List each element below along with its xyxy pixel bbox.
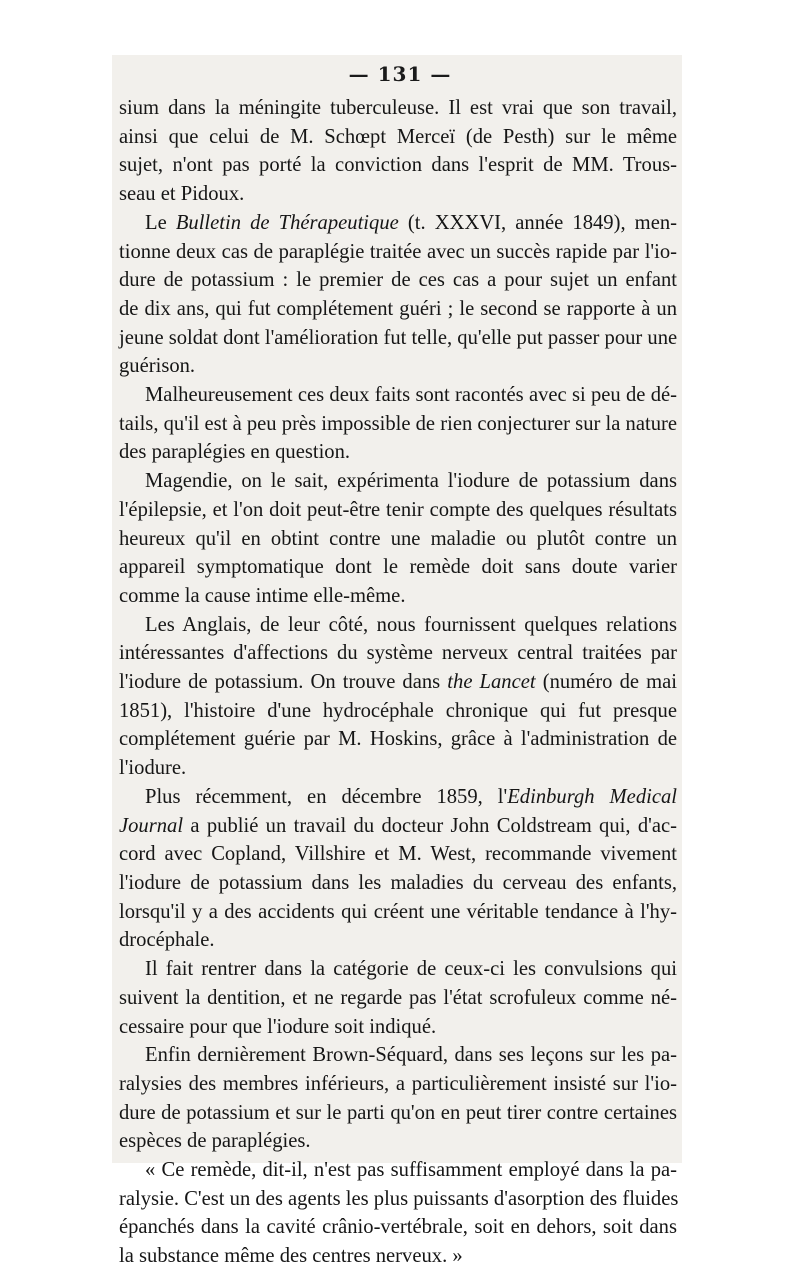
text-line: sujet, n'ont pas porté la conviction dans l'esprit de MM. Trous- xyxy=(119,154,677,177)
text-line: espèces de paraplégies. xyxy=(119,1130,311,1153)
text-line: tionne deux cas de paraplégie traitée avec un succès rapide par l'io- xyxy=(119,240,677,263)
text-line: Le Bulletin de Thérapeutique (t. XXXVI, année 1849), men- xyxy=(145,211,677,234)
text-line: jeune soldat dont l'amélioration fut telle, qu'elle put passer pour une xyxy=(119,326,678,349)
text-line: tails, qu'il est à peu près impossible de rien conjecturer sur la nature xyxy=(119,412,677,435)
text-line: de dix ans, qui fut complétement guéri ; le second se rapporte à un xyxy=(119,297,677,320)
paragraph xyxy=(119,955,677,1041)
paragraph xyxy=(119,94,677,209)
paragraph xyxy=(119,783,677,955)
text-line: ainsi que celui de M. Schœpt Merceï (de Pesth) sur le même xyxy=(119,125,677,148)
text-line: l'iodure. xyxy=(119,757,187,780)
text-line: cord avec Copland, Villshire et M. West, recommande vivement xyxy=(119,843,677,866)
text-line: sium dans la méningite tuberculeuse. Il est vrai que son travail, xyxy=(119,97,677,119)
text-line: « Ce remède, dit-il, n'est pas suffisamment employé dans la pa- xyxy=(145,1159,677,1182)
text-line: Il fait rentrer dans la catégorie de ceux-ci les convulsions qui xyxy=(145,958,677,981)
text-line: Les Anglais, de leur côté, nous fournissent quelques relations xyxy=(145,613,677,636)
text-line: lorsqu'il y a des accidents qui créent une véritable tendance à l'hy- xyxy=(119,900,677,923)
text-line: Malheureusement ces deux faits sont racontés avec si peu de dé- xyxy=(145,384,677,407)
text-line: ralysie. C'est un des agents les plus puissants d'asorption des fluides xyxy=(119,1187,679,1210)
paragraph xyxy=(119,1156,677,1271)
text-line: 1851), l'histoire d'une hydrocéphale chronique qui fut presque xyxy=(119,699,677,722)
text-line: ralysies des membres inférieurs, a particulièrement insisté sur l'io- xyxy=(119,1072,677,1095)
text-line: complétement guérie par M. Hoskins, grâce à l'administration de xyxy=(119,728,677,751)
text-line: cessaire pour que l'iodure soit indiqué. xyxy=(119,1015,437,1038)
text-line: l'iodure de potassium dans les maladies du cerveau des enfants, xyxy=(119,871,677,894)
paragraph xyxy=(119,467,677,611)
text-line: Plus récemment, en décembre 1859, l'Edinburgh Medical xyxy=(145,785,677,808)
paragraph xyxy=(119,611,677,783)
paragraph xyxy=(119,381,677,467)
text-line: seau et Pidoux. xyxy=(119,183,245,206)
text-line: Journal a publié un travail du docteur John Coldstream qui, d'ac- xyxy=(119,814,677,837)
text-line: Enfin dernièrement Brown-Séquard, dans ses leçons sur les pa- xyxy=(145,1044,677,1067)
text-line: intéressantes d'affections du système nerveux central traitées par xyxy=(119,642,677,665)
text-line: dure de potassium : le premier de ces cas a pour sujet un enfant xyxy=(119,269,677,292)
text-line: comme la cause intime elle-même. xyxy=(119,584,406,607)
body-text xyxy=(119,94,677,1271)
text-line: l'épilepsie, et l'on doit peut-être tenir compte des quelques résultats xyxy=(119,498,677,521)
text-line: épanchés dans la cavité crânio-vertébrale, soit en dehors, soit dans xyxy=(119,1216,677,1239)
text-line: Magendie, on le sait, expérimenta l'iodure de potassium dans xyxy=(145,470,677,493)
page-number: — 131 — xyxy=(348,62,452,86)
text-line: des paraplégies en question. xyxy=(119,441,351,464)
text-line: appareil symptomatique dont le remède doit sans doute varier xyxy=(119,556,677,579)
text-line: l'iodure de potassium. On trouve dans the Lancet (numéro de mai xyxy=(119,671,677,694)
text-line: heureux qu'il en obtint contre une maladie ou plutôt contre un xyxy=(119,527,677,550)
text-line: drocéphale. xyxy=(119,929,215,952)
text-line: la substance même des centres nerveux. » xyxy=(119,1245,463,1268)
text-line: suivent la dentition, et ne regarde pas l'état scrofuleux comme né- xyxy=(119,986,677,1009)
paragraph xyxy=(119,1041,677,1156)
paragraph xyxy=(119,209,677,381)
text-line: guérison. xyxy=(119,355,196,378)
text-line: dure de potassium et sur le parti qu'on en peut tirer contre certaines xyxy=(119,1101,677,1124)
